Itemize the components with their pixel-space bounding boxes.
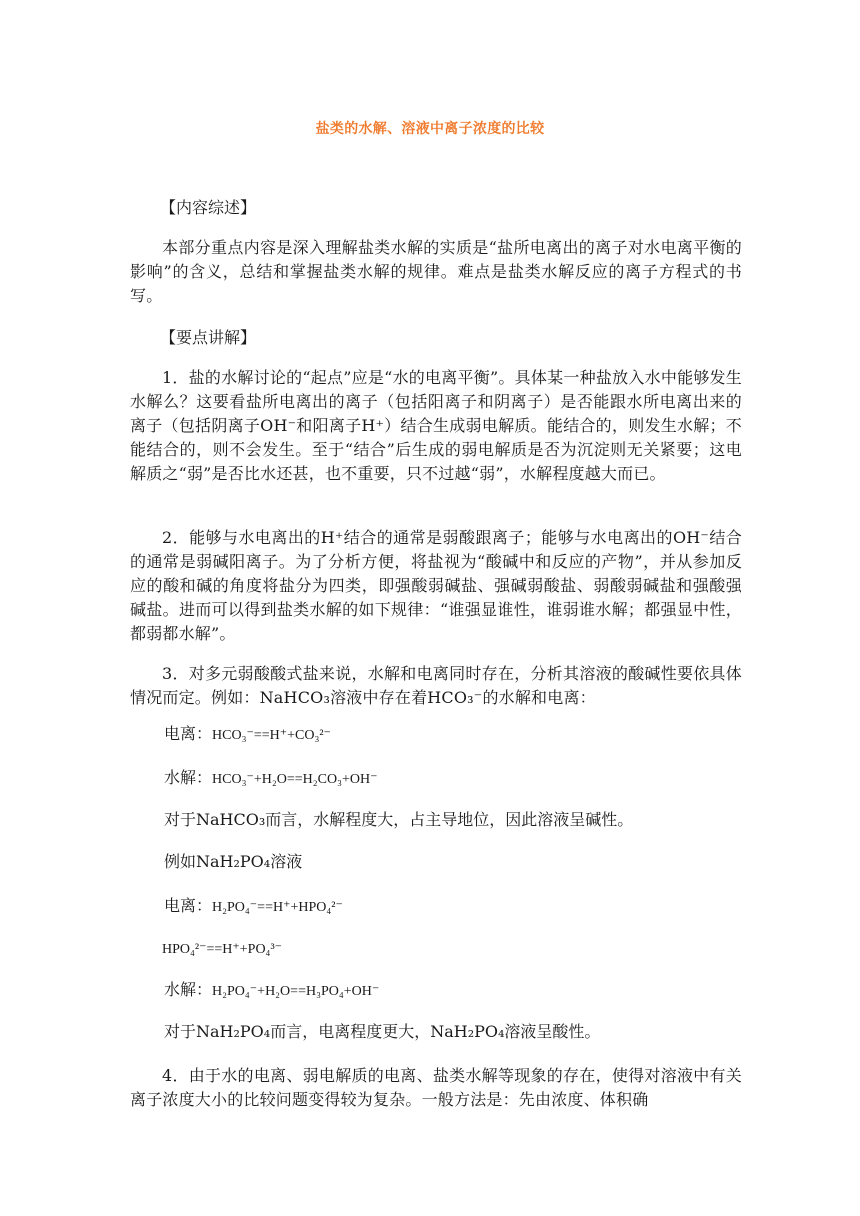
page-title: 盐类的水解、溶液中离子浓度的比较: [315, 121, 545, 137]
h2po4-hydrolysis-equation: [164, 978, 379, 1004]
nah2po4-example-heading: 例如NaH₂PO₄溶液: [164, 852, 303, 871]
h2po4-ionization-formula: H₂PO₄⁻==H⁺+HPO₄²⁻: [212, 900, 343, 915]
nahco3-conclusion: 对于NaHCO₃而言，水解程度大，占主导地位，因此溶液呈碱性。: [164, 810, 634, 829]
point-1-paragraph: 1．盐的水解讨论的“起点”应是“水的电离平衡”。具体某一种盐放入水中能够发生水解么？这要看盐所电离出的离子（包括阳离子和阴离子）是否能跟水所电离出来的离子（包括阴离子OH⁻和阳离子H⁺）结合生成弱电解质。能结合的，则发生水解；不能结合的，则不会发生。至于“结合”后生成的弱电解质是否为沉淀则无关紧要；这电解质之“弱”是否比水还甚，也不重要，只不过越“弱”，水解程度越大而已。: [130, 368, 742, 483]
overview-heading: 【内容综述】: [160, 198, 257, 217]
point-3-paragraph: 3．对多元弱酸酸式盐来说，水解和电离同时存在，分析其溶液的酸碱性要依具体情况而定。例如：NaHCO₃溶液中存在着HCO₃⁻的水解和电离：: [130, 664, 742, 707]
points-heading: 【要点讲解】: [160, 328, 257, 347]
nah2po4-conclusion: 对于NaH₂PO₄而言，电离程度更大，NaH₂PO₄溶液呈酸性。: [164, 1022, 601, 1041]
nahco3-ionization-equation: [164, 722, 331, 748]
ionization-label: 电离：: [164, 724, 213, 743]
h2po4-hydrolysis-formula: H₂PO₄⁻+H₂O==H₃PO₄+OH⁻: [212, 984, 380, 999]
overview-paragraph: 本部分重点内容是深入理解盐类水解的实质是“盐所电离出的离子对水电离平衡的影响”的含义，总结和掌握盐类水解的规律。难点是盐类水解反应的离子方程式的书写。: [130, 238, 742, 305]
point-2-paragraph: 2．能够与水电离出的H⁺结合的通常是弱酸跟离子；能够与水电离出的OH⁻结合的通常是弱碱阳离子。为了分析方便，将盐视为“酸碱中和反应的产物”，并从参加反应的酸和碱的角度将盐分为四类，即强酸弱碱盐、强碱弱酸盐、弱酸弱碱盐和强酸强碱盐。进而可以得到盐类水解的如下规律：“谁强显谁性，谁弱谁水解；都强显中性，都弱都水解”。: [130, 528, 742, 643]
hydrolysis-label: 水解：: [164, 768, 213, 787]
nahco3-ionization-formula: HCO₃⁻==H⁺+CO₃²⁻: [212, 728, 331, 743]
nahco3-hydrolysis-equation: [164, 766, 377, 792]
hpo4-ionization-formula: HPO₄²⁻==H⁺+PO₄³⁻: [162, 942, 283, 957]
ionization-label-2: 电离：: [164, 896, 213, 915]
point-4-paragraph: 4．由于水的电离、弱电解质的电离、盐类水解等现象的存在，使得对溶液中有关离子浓度大小的比较问题变得较为复杂。一般方法是：先由浓度、体积确: [130, 1066, 742, 1109]
hpo4-ionization-equation: [162, 936, 282, 962]
h2po4-ionization-equation: [164, 894, 343, 920]
nahco3-hydrolysis-formula: HCO₃⁻+H₂O==H₂CO₃+OH⁻: [212, 772, 378, 787]
hydrolysis-label-2: 水解：: [164, 980, 213, 999]
